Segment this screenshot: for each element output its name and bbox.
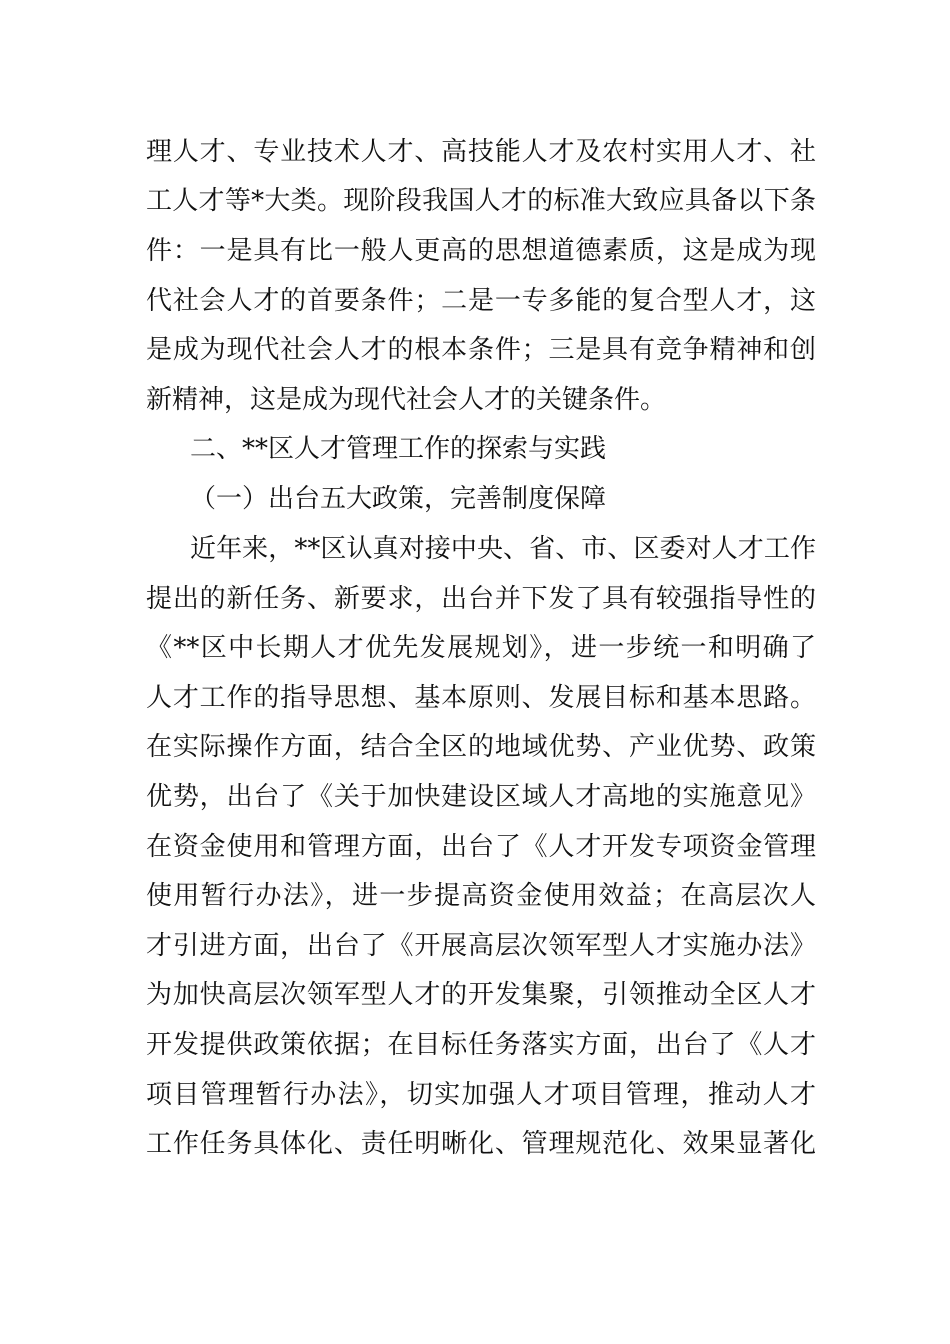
paragraph-line: 代社会人才的首要条件；二是一专多能的复合型人才，这 [146, 286, 816, 316]
paragraph-line: 优势，出台了《关于加快建设区域人才高地的实施意见》 [146, 782, 816, 812]
paragraph-line: 新精神，这是成为现代社会人才的关键条件。 [146, 385, 667, 415]
section-heading: 二、**区人才管理工作的探索与实践 [190, 434, 607, 464]
paragraph-line: 项目管理暂行办法》，切实加强人才项目管理，推动人才 [146, 1080, 816, 1110]
paragraph-line: 提出的新任务、新要求，出台并下发了具有较强指导性的 [146, 584, 816, 614]
paragraph-line: 人才工作的指导思想、基本原则、发展目标和基本思路。 [146, 683, 816, 713]
paragraph-line: 才引进方面，出台了《开展高层次领军型人才实施办法》 [146, 931, 816, 961]
paragraph-line: 工作任务具体化、责任明晰化、管理规范化、效果显著化 [146, 1129, 816, 1159]
paragraph-line: 近年来，**区认真对接中央、省、市、区委对人才工作 [190, 534, 816, 564]
paragraph-line: 为加快高层次领军型人才的开发集聚，引领推动全区人才 [146, 980, 816, 1010]
paragraph-line: 在资金使用和管理方面，出台了《人才开发专项资金管理 [146, 832, 816, 862]
paragraph-line: 开发提供政策依据；在目标任务落实方面，出台了《人才 [146, 1030, 816, 1060]
paragraph-line: 理人才、专业技术人才、高技能人才及农村实用人才、社 [146, 137, 816, 167]
paragraph-line: 件：一是具有比一般人更高的思想道德素质，这是成为现 [146, 236, 816, 266]
paragraph-line: 在实际操作方面，结合全区的地域优势、产业优势、政策 [146, 732, 816, 762]
subsection-heading: （一）出台五大政策，完善制度保障 [190, 484, 607, 514]
paragraph-line: 是成为现代社会人才的根本条件；三是具有竞争精神和创 [146, 335, 816, 365]
paragraph-line: 工人才等*大类。现阶段我国人才的标准大致应具备以下条 [146, 186, 816, 216]
paragraph-line: 《**区中长期人才优先发展规划》，进一步统一和明确了 [146, 633, 816, 663]
paragraph-line: 使用暂行办法》，进一步提高资金使用效益；在高层次人 [146, 881, 816, 911]
